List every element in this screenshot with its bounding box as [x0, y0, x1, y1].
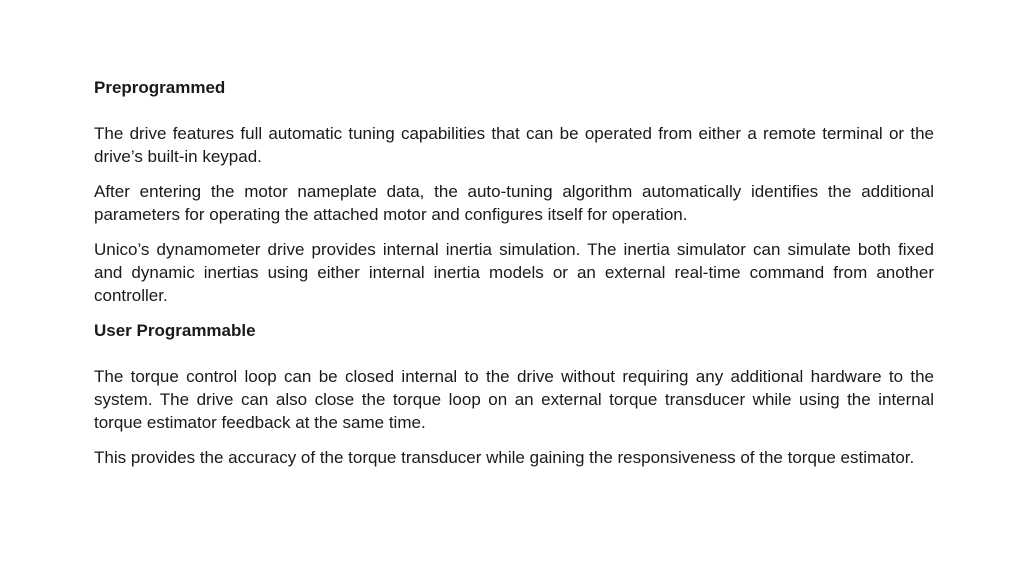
paragraph: Unico’s dynamometer drive provides internal inertia simulation. The inertia simulator can simulate both fixed and dynamic inertias using either internal inertia models or an external real-time command from another controller. [94, 240, 934, 305]
section-heading-user-programmable: User Programmable [94, 321, 256, 340]
paragraph: The drive features full automatic tuning capabilities that can be operated from either a remote terminal or the drive’s built-in keypad. [94, 124, 934, 166]
paragraph: The torque control loop can be closed internal to the drive without requiring any additional hardware to the system. The drive can also close the torque loop on an external torque transducer while using the internal torque estimator feedback at the same time. [94, 367, 934, 432]
paragraph: After entering the motor nameplate data, the auto-tuning algorithm automatically identifies the additional parameters for operating the attached motor and configures itself for operation. [94, 182, 934, 224]
document-body [94, 76, 934, 481]
paragraph: This provides the accuracy of the torque transducer while gaining the responsiveness of the torque estimator. [94, 448, 915, 467]
section-heading-preprogrammed: Preprogrammed [94, 78, 226, 97]
